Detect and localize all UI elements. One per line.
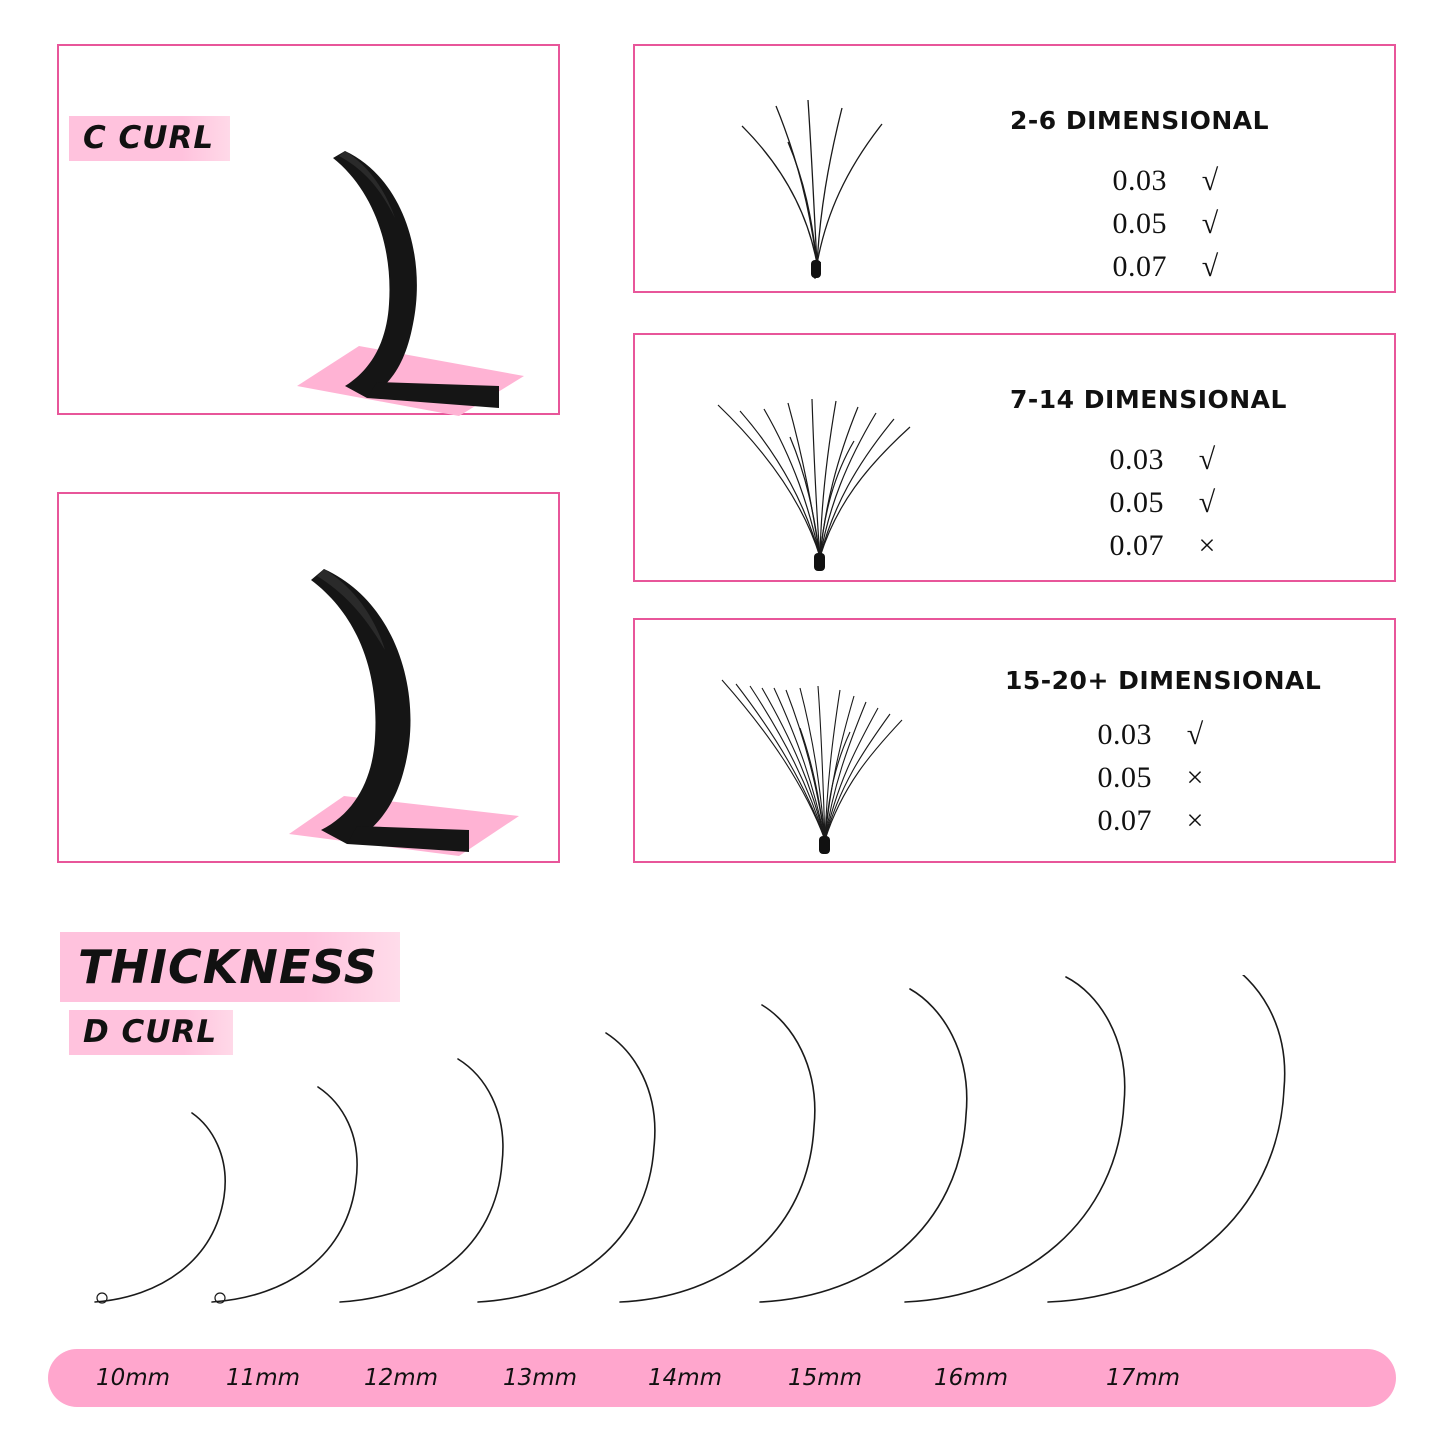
dimension-title-2-6: 2-6 DIMENSIONAL [1010,106,1270,135]
dimension-title-15-20: 15-20+ DIMENSIONAL [1005,666,1322,695]
dimension-rows-2-6 [1075,159,1235,288]
thickness-value: 0.05 [1112,206,1167,240]
c-curl-label: C CURL [69,116,230,161]
size-label: 12mm [363,1365,439,1391]
c-curl-panel [57,44,560,415]
size-label: 10mm [95,1365,171,1391]
thickness-value: 0.07 [1112,249,1167,283]
d-curl-label: D CURL [69,1010,233,1055]
size-label: 14mm [647,1365,723,1391]
availability-mark: √ [1201,249,1219,283]
availability-mark: √ [1198,442,1216,476]
size-label: 11mm [225,1365,301,1391]
dimension-row [1060,713,1220,756]
thickness-value: 0.05 [1097,760,1152,794]
thickness-value: 0.03 [1112,163,1167,197]
dimension-rows-15-20 [1060,713,1220,842]
availability-mark: √ [1201,163,1219,197]
lash-fan-20d [670,628,960,856]
thickness-value: 0.07 [1097,803,1152,837]
dimension-row [1060,756,1220,799]
thickness-value: 0.03 [1109,442,1164,476]
availability-mark: √ [1201,206,1219,240]
availability-mark: × [1198,528,1216,562]
lash-length-row [60,975,1390,1325]
dimension-panel-15-20 [633,618,1396,863]
availability-mark: × [1186,803,1204,837]
dimension-row [1075,245,1235,288]
dimension-row [1060,799,1220,842]
availability-mark: √ [1198,485,1216,519]
availability-mark: × [1186,760,1204,794]
dimension-panel-2-6 [633,44,1396,293]
size-label: 17mm [1105,1365,1181,1391]
size-label: 13mm [502,1365,578,1391]
dimension-row [1075,159,1235,202]
dimension-row [1072,438,1232,481]
lash-fan-14d [670,349,960,571]
d-curl-lash-photo [169,524,559,864]
thickness-value: 0.07 [1109,528,1164,562]
dimension-title-7-14: 7-14 DIMENSIONAL [1010,385,1287,414]
size-label: 15mm [787,1365,863,1391]
size-scale-bar [48,1349,1396,1407]
dimension-row [1072,524,1232,567]
lash-fan-6d [680,64,950,279]
size-label: 16mm [933,1365,1009,1391]
dimension-row [1075,202,1235,245]
thickness-section-label: THICKNESS [60,932,400,1002]
dimension-rows-7-14 [1072,438,1232,567]
availability-mark: √ [1186,717,1204,751]
dimension-panel-7-14 [633,333,1396,582]
thickness-value: 0.05 [1109,485,1164,519]
thickness-value: 0.03 [1097,717,1152,751]
dimension-row [1072,481,1232,524]
